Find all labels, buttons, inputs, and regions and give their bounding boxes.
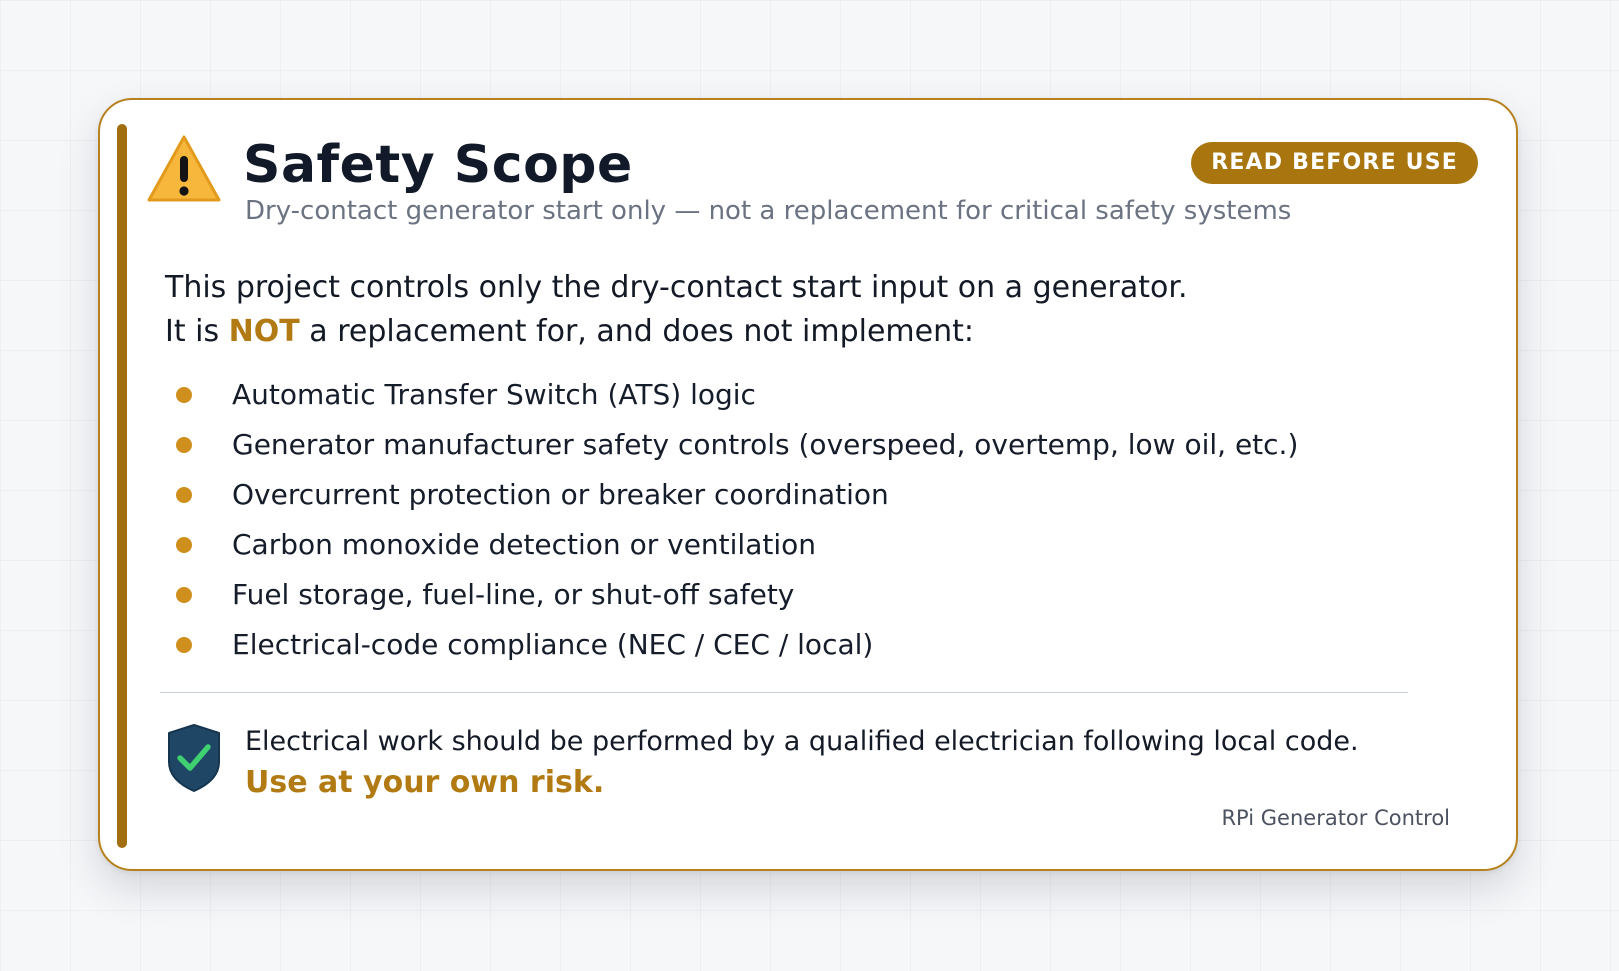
list-item bbox=[165, 520, 1298, 570]
read-before-use-badge: READ BEFORE USE bbox=[1191, 142, 1478, 184]
list-item-text: Overcurrent protection or breaker coordination bbox=[232, 478, 889, 511]
intro-line-2-suffix: a replacement for, and does not implement: bbox=[299, 314, 974, 349]
list-item-text: Automatic Transfer Switch (ATS) logic bbox=[232, 378, 756, 411]
bullet-dot bbox=[176, 487, 192, 503]
list-item bbox=[165, 370, 1298, 420]
list-item bbox=[165, 570, 1298, 620]
bullet-dot bbox=[176, 387, 192, 403]
list-item-text: Generator manufacturer safety controls (overspeed, overtemp, low oil, etc.) bbox=[232, 428, 1299, 461]
list-item-text: Carbon monoxide detection or ventilation bbox=[232, 528, 816, 561]
list-item bbox=[165, 420, 1298, 470]
subtitle: Dry-contact generator start only — not a replacement for critical safety systems bbox=[245, 196, 1292, 226]
risk-warning: Use at your own risk. bbox=[245, 765, 605, 800]
accent-bar bbox=[117, 124, 127, 848]
intro-line-1: This project controls only the dry-contact start input on a generator. bbox=[165, 270, 1188, 305]
bullet-dot bbox=[176, 537, 192, 553]
intro-text bbox=[165, 266, 1188, 354]
safety-scope-card bbox=[98, 98, 1518, 871]
exclusions-list bbox=[165, 370, 1298, 670]
not-emphasis: NOT bbox=[228, 314, 300, 349]
intro-line-2-prefix: It is bbox=[165, 314, 229, 349]
divider bbox=[160, 692, 1408, 693]
list-item-text: Fuel storage, fuel-line, or shut-off safety bbox=[232, 578, 795, 611]
brand-label: RPi Generator Control bbox=[1221, 806, 1450, 830]
list-item bbox=[165, 620, 1298, 670]
warning-triangle-icon bbox=[146, 134, 222, 204]
list-item bbox=[165, 470, 1298, 520]
shield-check-icon bbox=[166, 722, 222, 794]
bullet-dot bbox=[176, 587, 192, 603]
bullet-dot bbox=[176, 637, 192, 653]
bullet-dot bbox=[176, 437, 192, 453]
electrician-notice: Electrical work should be performed by a qualified electrician following local code. bbox=[245, 726, 1359, 757]
page-title: Safety Scope bbox=[243, 135, 633, 195]
intro-line-2 bbox=[165, 310, 1188, 354]
list-item-text: Electrical-code compliance (NEC / CEC / local) bbox=[232, 628, 874, 661]
